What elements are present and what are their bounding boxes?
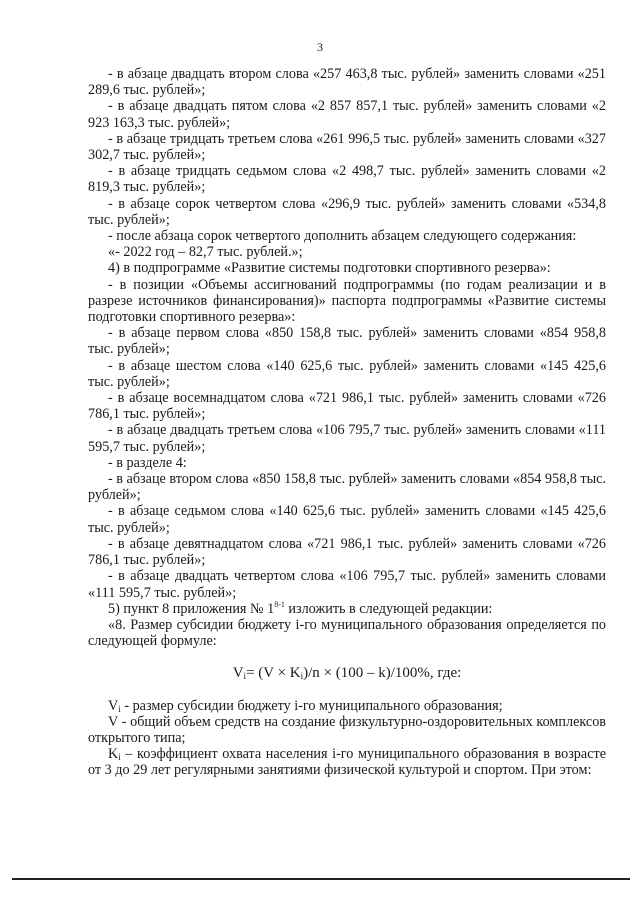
paragraph: - в абзаце девятнадцатом слова «721 986,1 тыс. рублей» заменить словами «726 786,1 тыс. рублей»;: [88, 535, 606, 569]
paragraph: «- 2022 год – 82,7 тыс. рублей.»;: [108, 244, 303, 261]
definition-vi: $V_i$ - размер субсидии бюджету i-го муниципального образования;: [108, 697, 503, 714]
paragraph: - в абзаце тридцать седьмом слова «2 498,7 тыс. рублей» заменить словами «2 819,3 тыс. рублей»;: [88, 163, 606, 196]
page-number: 3: [317, 40, 323, 54]
paragraph: - в позиции «Объемы ассигнований подпрограммы (по годам реализации и в разрезе источников финансирования)» паспорта подпрограммы «Развитие системы подготовки спортивного резерва»:: [88, 276, 606, 326]
paragraph: - в абзаце двадцать третьем слова «106 795,7 тыс. рублей» заменить словами «111 595,7 тыс. рублей»;: [88, 422, 606, 455]
paragraph: - в абзаце двадцать втором слова «257 463,8 тыс. рублей» заменить словами «251 289,6 тыс. рублей»;: [88, 66, 606, 99]
paragraph: - после абзаца сорок четвертого дополнить абзацем следующего содержания:: [108, 228, 577, 245]
document-body: [88, 66, 606, 779]
subsidy-formula: $V_i= (V \times K_i)/n \times (100 - k)/100\%$, где:: [232, 665, 462, 682]
paragraph: - в разделе 4:: [108, 454, 187, 471]
paragraph: - в абзаце двадцать пятом слова «2 857 857,1 тыс. рублей» заменить словами «2 923 163,3 тыс. рублей»;: [88, 98, 606, 131]
paragraph: - в абзаце шестом слова «140 625,6 тыс. рублей» заменить словами «145 425,6 тыс. рублей»;: [88, 357, 606, 390]
paragraph: - в абзаце восемнадцатом слова «721 986,1 тыс. рублей» заменить словами «726 786,1 тыс. рублей»;: [88, 390, 606, 423]
paragraph: - в абзаце первом слова «850 158,8 тыс. рублей» заменить словами «854 958,8 тыс. рублей»;: [88, 325, 606, 358]
paragraph: 4) в подпрограмме «Развитие системы подготовки спортивного резерва»:: [108, 260, 551, 277]
item-5-paragraph: [88, 601, 606, 617]
item-5-text-end: изложить в следующей редакции:: [284, 600, 493, 617]
paragraph: - в абзаце сорок четвертом слова «296,9 тыс. рублей» заменить словами «534,8 тыс. рублей»;: [88, 195, 606, 228]
item-8-intro: «8. Размер субсидии бюджету i-го муниципального образования определяется по следующей формуле:: [88, 616, 606, 650]
definition-ki: $K_i$ – коэффициент охвата населения i-го муниципального образования в возрасте от 3 до 29 лет регулярными занятиями физической культурой и спортом. При этом:: [88, 746, 606, 779]
page-bottom-rule: [12, 878, 630, 880]
paragraph: - в абзаце седьмом слова «140 625,6 тыс. рублей» заменить словами «145 425,6 тыс. рублей»;: [88, 503, 606, 536]
paragraph: - в абзаце двадцать четвертом слова «106 795,7 тыс. рублей» заменить словами «111 595,7 тыс. рублей»;: [88, 568, 606, 601]
item-5-superscript: 8-1: [274, 599, 285, 609]
item-5-text: 5) пункт 8 приложения № 1: [108, 600, 275, 617]
paragraph: - в абзаце втором слова «850 158,8 тыс. рублей» заменить словами «854 958,8 тыс. рублей»;: [88, 471, 606, 504]
definition-v: V - общий объем средств на создание физкультурно-оздоровительных комплексов открытого типа;: [88, 713, 606, 746]
paragraph: - в абзаце тридцать третьем слова «261 996,5 тыс. рублей» заменить словами «327 302,7 тыс. рублей»;: [88, 130, 606, 164]
